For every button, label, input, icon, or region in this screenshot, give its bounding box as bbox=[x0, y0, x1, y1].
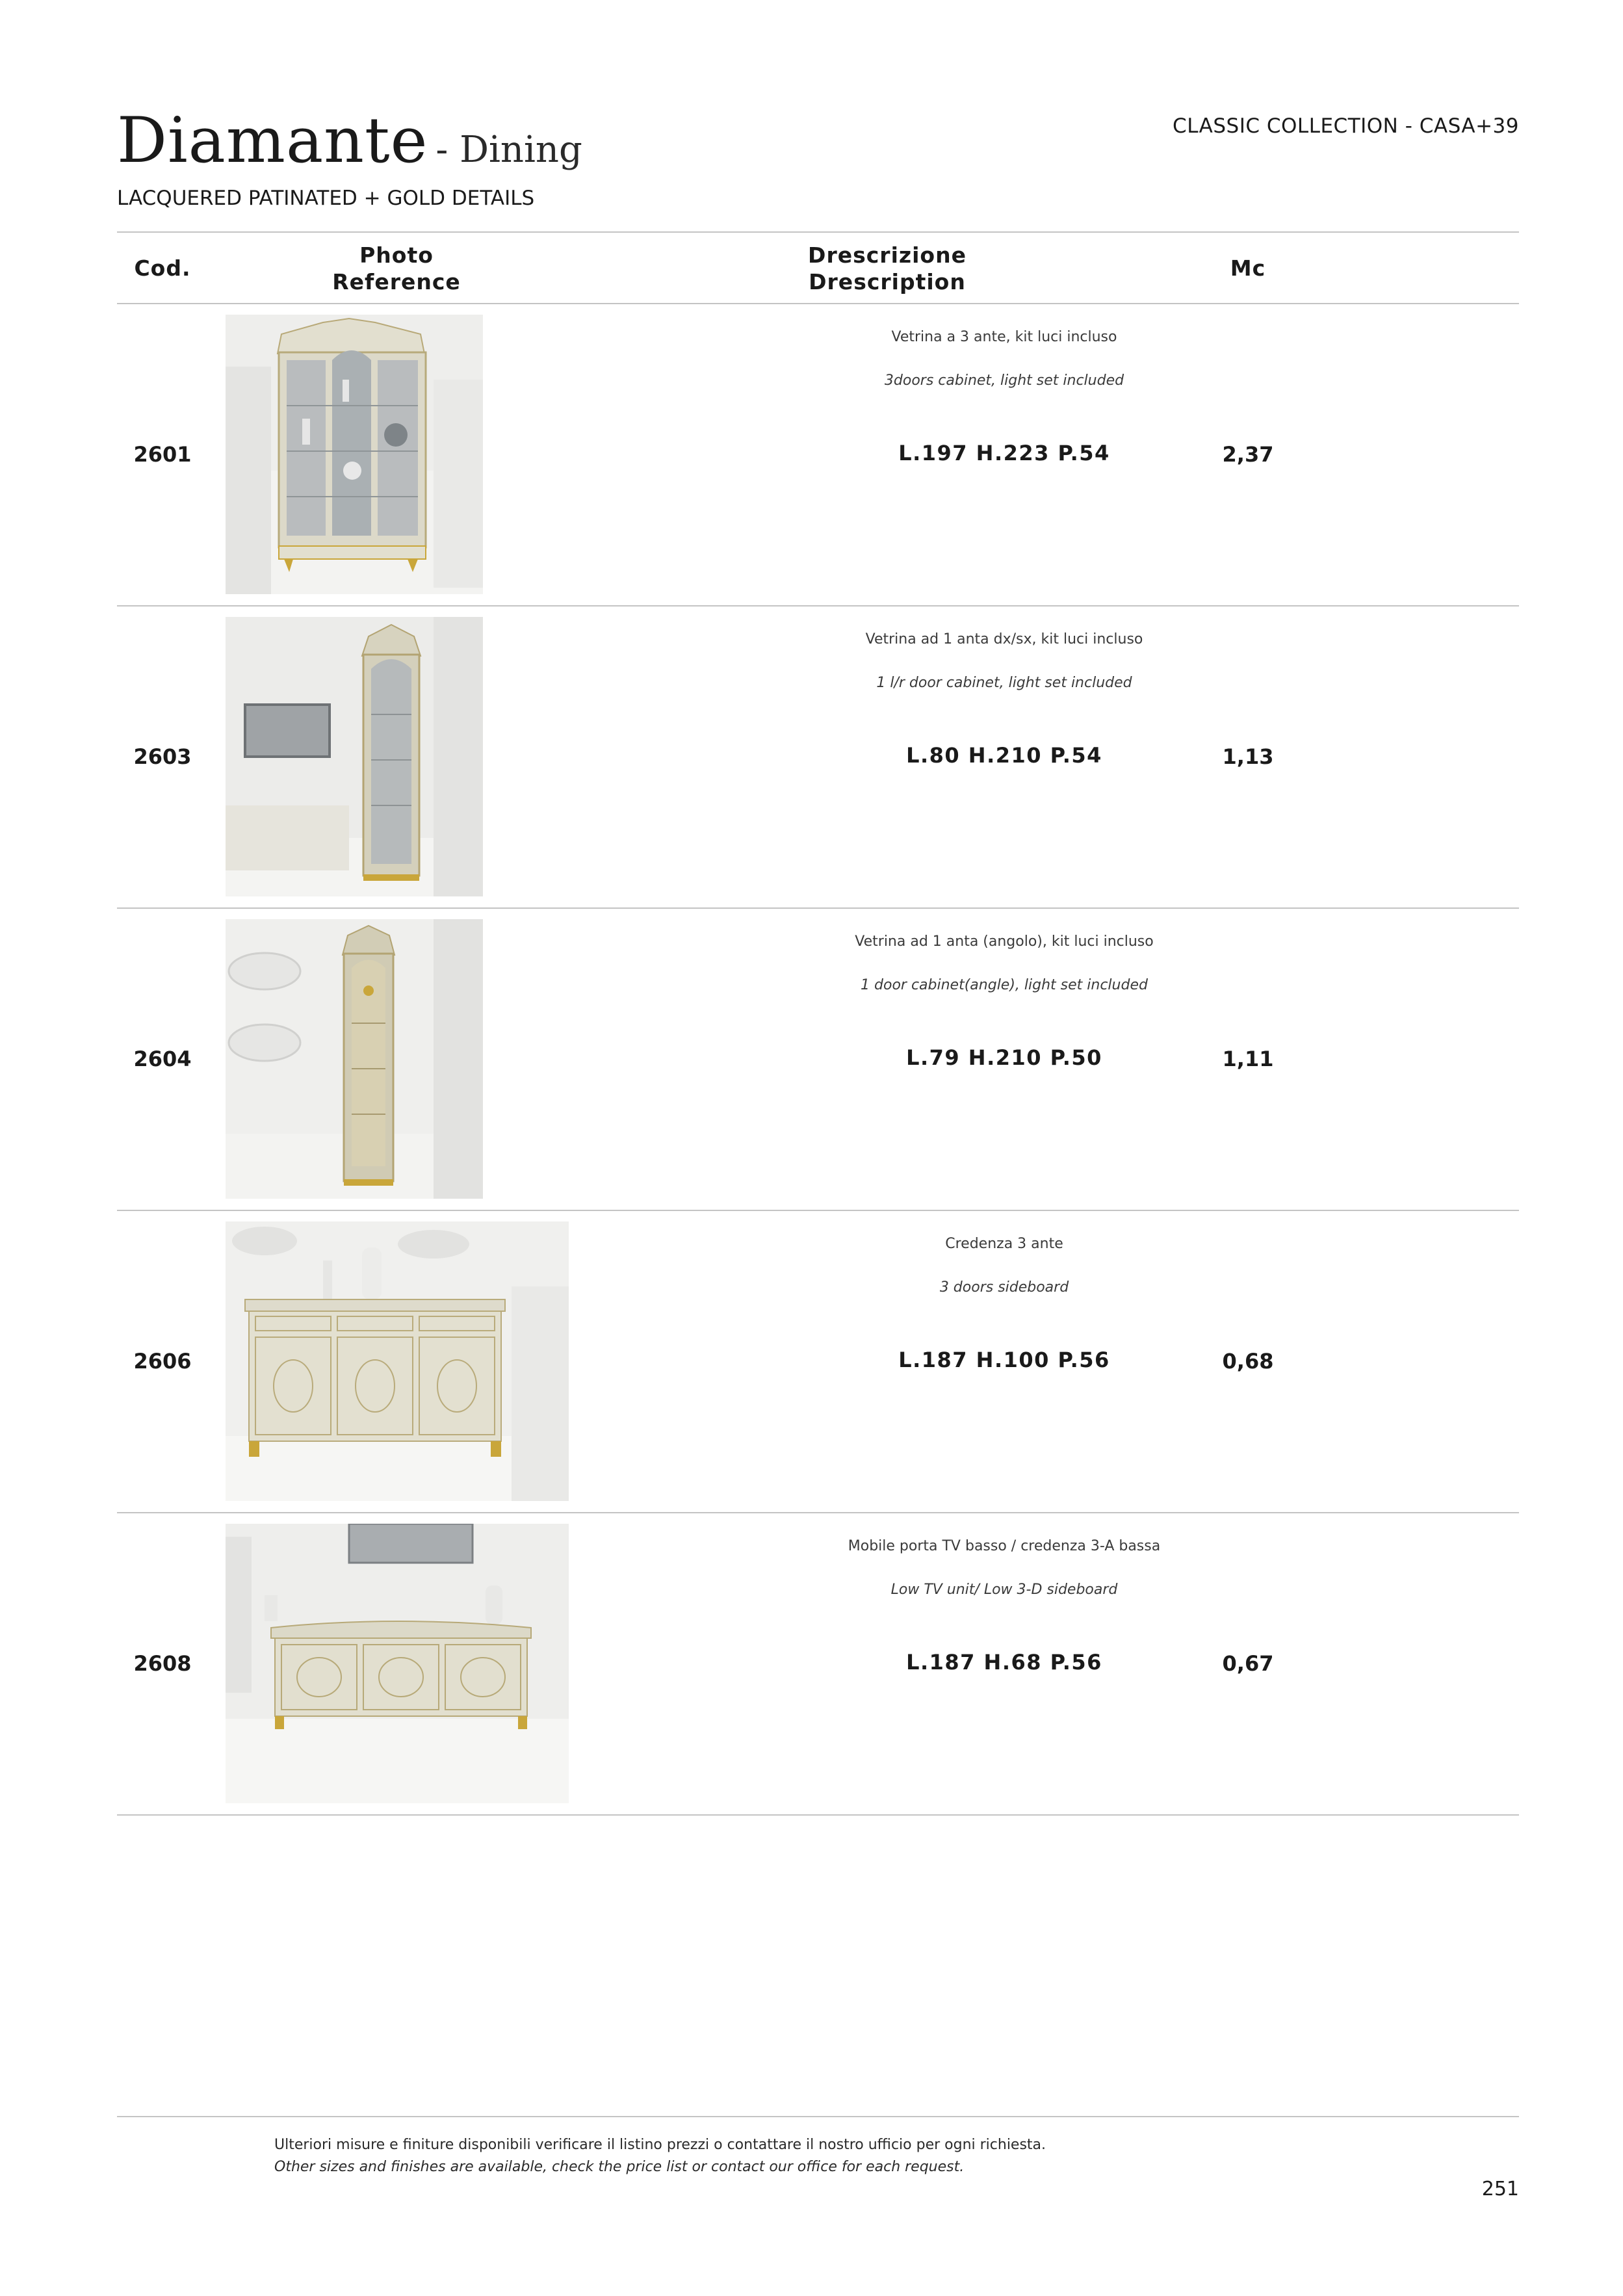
description-en: 1 l/r door cabinet, light set included bbox=[876, 675, 1132, 691]
product-photo bbox=[226, 1221, 569, 1501]
product-code: 2608 bbox=[133, 1651, 192, 1676]
table-row bbox=[117, 607, 1519, 907]
page-number: 251 bbox=[1481, 2178, 1519, 2200]
finish-label: LACQUERED PATINATED + GOLD DETAILS bbox=[117, 187, 535, 210]
table-row bbox=[117, 1211, 1519, 1512]
one-door-cabinet-image bbox=[226, 617, 483, 896]
footer-rule bbox=[117, 2116, 1519, 2117]
col-header-photo bbox=[299, 242, 494, 295]
footnote bbox=[274, 2134, 1046, 2178]
col-header-desc-line2: Drescription bbox=[809, 269, 966, 294]
volume-mc: 0,67 bbox=[1222, 1651, 1274, 1676]
col-header-code: Cod. bbox=[134, 255, 191, 281]
corner-cabinet-image bbox=[226, 919, 483, 1199]
description-it: Mobile porta TV basso / credenza 3-A bassa bbox=[848, 1538, 1161, 1554]
description-it: Credenza 3 ante bbox=[945, 1236, 1063, 1252]
description-en: Low TV unit/ Low 3-D sideboard bbox=[890, 1582, 1118, 1598]
description-en: 1 door cabinet(angle), light set included bbox=[861, 977, 1148, 993]
low-tv-unit-image bbox=[226, 1524, 569, 1803]
volume-mc: 1,13 bbox=[1222, 744, 1274, 769]
product-photo bbox=[226, 315, 483, 594]
title-main: Diamante bbox=[117, 104, 428, 177]
sideboard-image bbox=[226, 1221, 569, 1501]
dimensions: L.79 H.210 P.50 bbox=[906, 1045, 1102, 1070]
col-header-photo-line2: Reference bbox=[332, 269, 461, 294]
table-row bbox=[117, 1513, 1519, 1814]
three-door-cabinet-image bbox=[226, 315, 483, 594]
product-photo bbox=[226, 617, 483, 896]
col-header-photo-line1: Photo bbox=[359, 242, 434, 268]
description-it: Vetrina ad 1 anta dx/sx, kit luci incluso bbox=[865, 631, 1143, 647]
description-it: Vetrina ad 1 anta (angolo), kit luci incluso bbox=[855, 933, 1154, 950]
volume-mc: 2,37 bbox=[1222, 442, 1274, 467]
product-code: 2603 bbox=[133, 744, 192, 769]
title-subtitle: - Dining bbox=[435, 129, 582, 171]
product-code: 2606 bbox=[133, 1349, 192, 1374]
description-it: Vetrina a 3 ante, kit luci incluso bbox=[891, 329, 1117, 345]
dimensions: L.197 H.223 P.54 bbox=[898, 441, 1110, 465]
table-row bbox=[117, 909, 1519, 1210]
footnote-en: Other sizes and finishes are available, check the price list or contact our office for each request. bbox=[274, 2159, 965, 2175]
product-code: 2604 bbox=[133, 1047, 192, 1071]
dimensions: L.187 H.68 P.56 bbox=[906, 1650, 1102, 1675]
description-en: 3 doors sideboard bbox=[939, 1279, 1069, 1296]
table-top-rule bbox=[117, 231, 1519, 233]
col-header-mc: Mc bbox=[1230, 255, 1266, 281]
col-header-desc-line1: Drescrizione bbox=[808, 242, 967, 268]
footnote-it: Ulteriori misure e finiture disponibili verificare il listino prezzi o contattare il nostro ufficio per ogni richiesta. bbox=[274, 2137, 1046, 2153]
product-photo bbox=[226, 919, 483, 1199]
col-header-description bbox=[767, 242, 1007, 295]
dimensions: L.187 H.100 P.56 bbox=[898, 1348, 1110, 1372]
product-code: 2601 bbox=[133, 442, 192, 467]
volume-mc: 0,68 bbox=[1222, 1349, 1274, 1374]
product-photo bbox=[226, 1524, 569, 1803]
collection-label: CLASSIC COLLECTION - CASA+39 bbox=[1173, 114, 1519, 138]
dimensions: L.80 H.210 P.54 bbox=[906, 743, 1102, 768]
table-row bbox=[117, 304, 1519, 605]
volume-mc: 1,11 bbox=[1222, 1047, 1274, 1071]
table-bottom-rule bbox=[117, 1814, 1519, 1816]
description-en: 3doors cabinet, light set included bbox=[884, 372, 1124, 389]
page-title bbox=[117, 104, 582, 177]
